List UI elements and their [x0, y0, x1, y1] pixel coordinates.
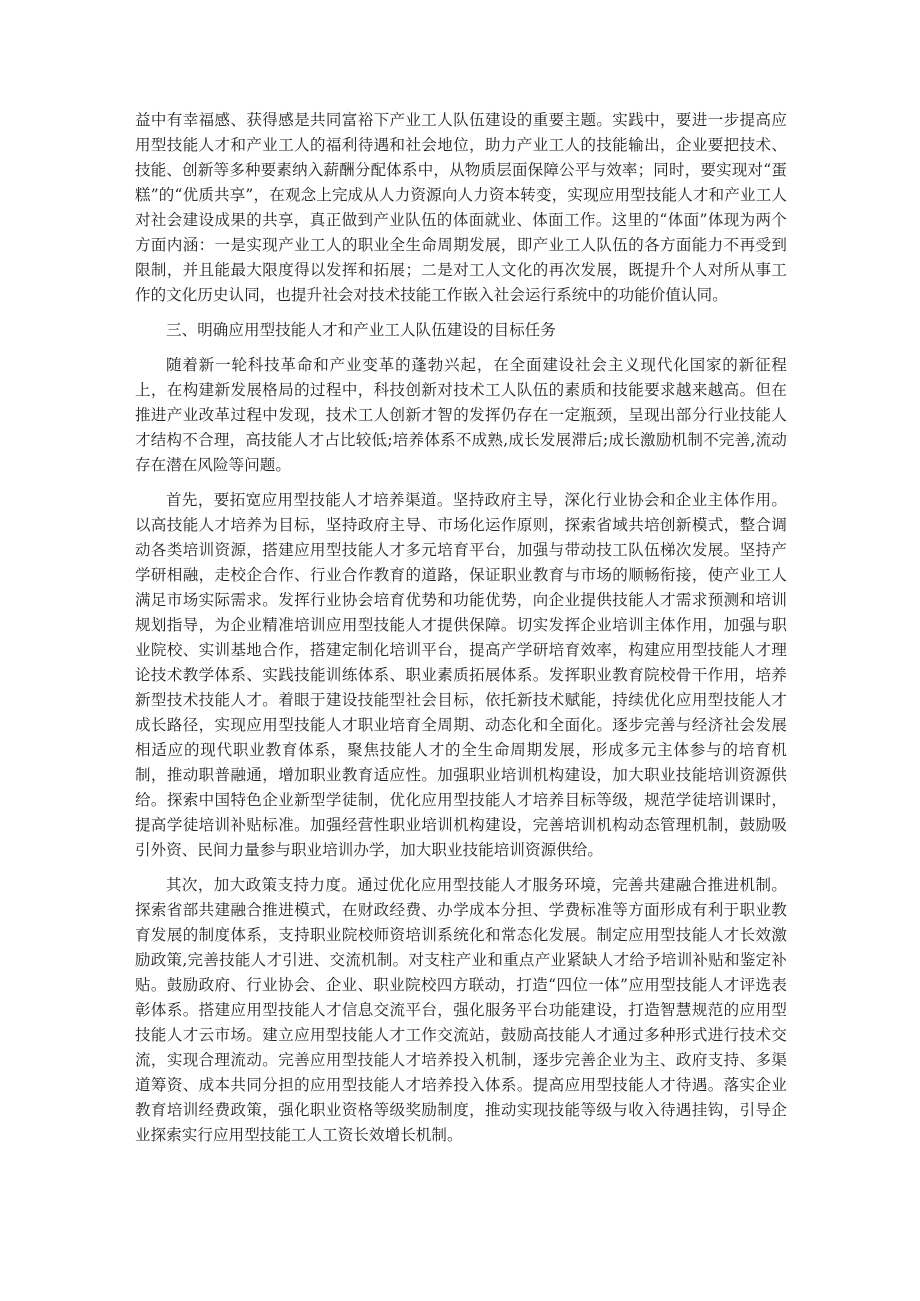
paragraph-continuation: 益中有幸福感、获得感是共同富裕下产业工人队伍建设的重要主题。实践中，要进一步提高应用型技能人才和产业工人的福利待遇和社会地位，助力产业工人的技能输出，企业要把技术、技能、创新等多种要素纳入薪酬分配体系中，从物质层面保障公平与效率；同时，要实现对“蛋糕”的“优质共享”，在观念上完成从人力资源向人力资本转变，实现应用型技能人才和产业工人对社会建设成果的共享，真正做到产业队伍的体面就业、体面工作。这里的“体面”体现为两个方面内涵：一是实现产业工人的职业全生命周期发展，即产业工人队伍的各方面能力不再受到限制，并且能最大限度得以发挥和拓展；二是对工人文化的再次发展，既提升个人对所从事工作的文化历史认同，也提升社会对技术技能工作嵌入社会运行系统中的功能价值认同。 [135, 111, 787, 304]
paragraph-body: 首先，要拓宽应用型技能人才培养渠道。坚持政府主导，深化行业协会和企业主体作用。以高技能人才培养为目标，坚持政府主导、市场化运作原则，探索省域共培创新模式，整合调动各类培训资源，搭建应用型技能人才多元培育平台，加强与带动技工队伍梯次发展。坚持产学研相融，走校企合作、行业合作教育的道路，保证职业教育与市场的顺畅衔接，使产业工人满足市场实际需求。发挥行业协会培育优势和功能优势，向企业提供技能人才需求预测和培训规划指导，为企业精准培训应用型技能人才提供保障。切实发挥企业培训主体作用，加强与职业院校、实训基地合作，搭建定制化培训平台，提高产学研培育效率，构建应用型技能人才理论技术教学体系、实践技能训练体系、职业素质拓展体系。发挥职业教育院校骨干作用，培养新型技术技能人才。着眼于建设技能型社会目标，依托新技术赋能，持续优化应用型技能人才成长路径，实现应用型技能人才职业培育全周期、动态化和全面化。逐步完善与经济社会发展相适应的现代职业教育体系，聚焦技能人才的全生命周期发展，形成多元主体参与的培育机制，推动职普融通，增加职业教育适应性。加强职业培训机构建设，加大职业技能培训资源供给。探索中国特色企业新型学徒制，优化应用型技能人才培养目标等级，规范学徒培训课时，提高学徒培训补贴标准。加强经营性职业培训机构建设，完善培训机构动态管理机制，鼓励吸引外资、民间力量参与职业培训办学，加大职业技能培训资源供给。 [135, 491, 787, 859]
document-page [135, 108, 787, 1158]
paragraph-body: 随着新一轮科技革命和产业变革的蓬勃兴起，在全面建设社会主义现代化国家的新征程上，在构建新发展格局的过程中，科技创新对技术工人队伍的素质和技能要求越来越高。但在推进产业改革过程中发现，技术工人创新才智的发挥仍存在一定瓶颈，呈现出部分行业技能人才结构不合理，高技能人才占比较低;培养体系不成熟,成长发展滞后;成长激励机制不完善,流动存在潜在风险等问题。 [135, 356, 787, 474]
paragraph-body: 其次，加大政策支持力度。通过优化应用型技能人才服务环境，完善共建融合推进机制。探索省部共建融合推进模式，在财政经费、办学成本分担、学费标准等方面形成有利于职业教育发展的制度体系，支持职业院校师资培训系统化和常态化发展。制定应用型技能人才长效激励政策,完善技能人才引进、交流机制。对支柱产业和重点产业紧缺人才给予培训补贴和鉴定补贴。鼓励政府、行业协会、企业、职业院校四方联动，打造“四位一体”应用型技能人才评选表彰体系。搭建应用型技能人才信息交流平台，强化服务平台功能建设，打造智慧规范的应用型技能人才云市场。建立应用型技能人才工作交流站，鼓励高技能人才通过多种形式进行技术交流，实现合理流动。完善应用型技能人才培养投入机制，逐步完善企业为主、政府支持、多渠道筹资、成本共同分担的应用型技能人才培养投入体系。提高应用型技能人才待遇。落实企业教育培训经费政策，强化职业资格等级奖励制度，推动实现技能等级与收入待遇挂钩，引导企业探索实行应用型技能工人工资长效增长机制。 [135, 876, 787, 1144]
section-heading: 三、明确应用型技能人才和产业工人队伍建设的目标任务 [166, 321, 557, 339]
